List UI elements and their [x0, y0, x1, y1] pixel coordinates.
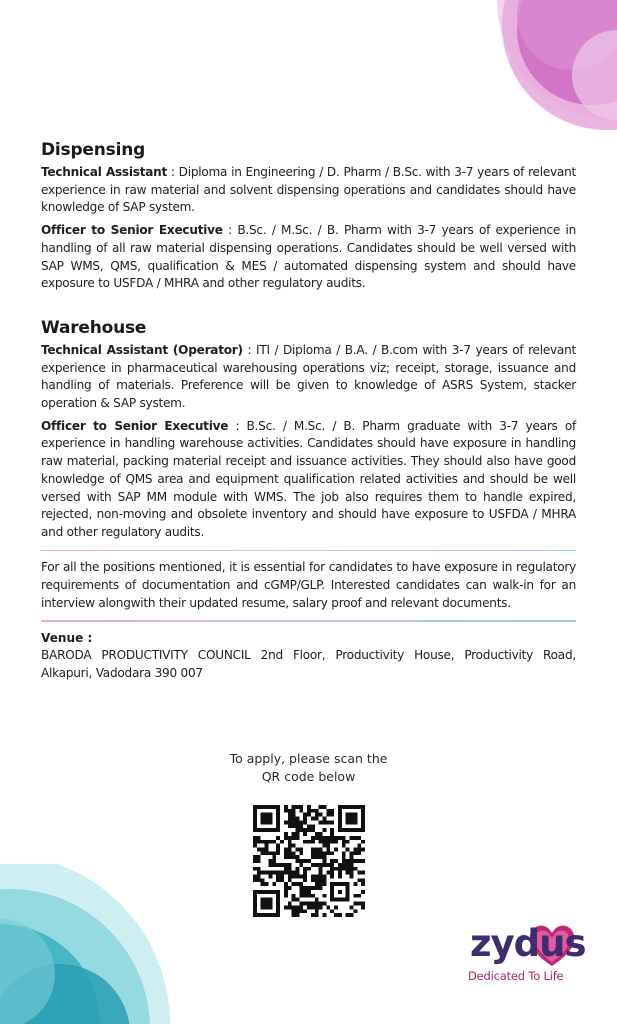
divider: [41, 620, 576, 622]
zydus-logo: [466, 922, 586, 992]
section-dispensing: [41, 140, 576, 293]
section-title: Warehouse: [41, 317, 147, 338]
job-item: [41, 418, 576, 542]
general-note: For all the positions mentioned, it is essential for candidates to have exposure in regulatory requirements of documentation and cGMP/GLP. Interested candidates can walk-in for an interview alongwith their updated resume, salary proof and relevant documents.: [41, 560, 576, 610]
venue-label: Venue :: [41, 630, 93, 645]
brand-tagline: Dedicated To Life: [468, 969, 564, 983]
job-item: [41, 164, 576, 217]
job-item: [41, 342, 576, 413]
apply-instructions: [0, 750, 617, 786]
job-role: Officer to Senior Executive: [41, 418, 229, 433]
top-right-decoration: [442, 0, 617, 145]
job-description: : B.Sc. / M.Sc. / B. Pharm with 3-7 years of experience in handling of all raw material dispensing operations. Candidates should be well versed with SAP WMS, QMS, qualification & MES / automated dispensing system and should have exposure to USFDA / MHRA and other regulatory audits.: [41, 223, 576, 291]
brand-name: zydus: [470, 922, 586, 965]
job-description: : ITI / Diploma / B.A. / B.com with 3-7 years of relevant experience in pharmaceutical warehousing operations viz; receipt, storage, issuance and handling of materials. Preference will be given to knowledge of ASRS System, stacker operation & SAP system.: [41, 342, 576, 411]
job-role: Technical Assistant: [41, 165, 168, 179]
qr-code[interactable]: [253, 805, 365, 917]
job-content: [41, 140, 576, 683]
job-description: : B.Sc. / M.Sc. / B. Pharm graduate with 3-7 years of experience in handling warehouse activities. Candidates should have exposure in handling raw material, packing material receipt and issuance activities. They should also have good knowledge of QMS area and equipment qualification related activities and should be well versed with SAP MM module with WMS. The job also requires them to handle expired, rejected, non-moving and obsolete inventory and should have exposure to USFDA / MHRA and other regulatory audits.: [41, 418, 576, 539]
section-title: Dispensing: [41, 140, 146, 160]
apply-line-1: To apply, please scan the: [229, 751, 388, 766]
venue-address: BARODA PRODUCTIVITY COUNCIL 2nd Floor, Productivity House, Productivity Road, Alkapuri, Vadodara 390 007: [41, 648, 576, 681]
section-warehouse: [41, 318, 576, 542]
bottom-left-decoration: [0, 864, 175, 1024]
apply-line-2: QR code below: [261, 769, 356, 784]
job-description: : Diploma in Engineering / D. Pharm / B.Sc. with 3-7 years of relevant experience in raw material and solvent dispensing operations and candidates should have knowledge of SAP system.: [41, 165, 576, 215]
divider: [41, 550, 576, 552]
job-role: Officer to Senior Executive: [41, 223, 223, 238]
job-item: [41, 222, 576, 293]
job-role: Technical Assistant (Operator): [41, 342, 243, 357]
